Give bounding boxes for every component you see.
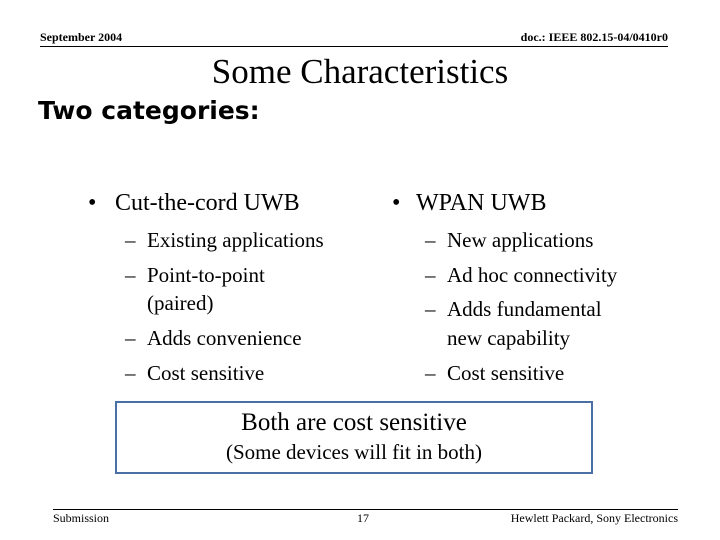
dash-icon: – <box>125 326 136 350</box>
slide-title: Some Characteristics <box>211 52 509 91</box>
right-item: new capability <box>447 326 571 350</box>
dash-icon: – <box>425 228 436 252</box>
left-item: Existing applications <box>147 228 324 252</box>
header-doc-id: doc.: IEEE 802.15-04/0410r0 <box>520 30 668 44</box>
slide-subtitle: Two categories: <box>38 96 260 125</box>
header-date: September 2004 <box>40 30 123 44</box>
dash-icon: – <box>425 263 436 287</box>
bullet-icon: • <box>88 190 97 216</box>
footer-rule <box>53 509 678 510</box>
right-item: New applications <box>447 228 594 252</box>
left-item: Adds convenience <box>147 326 302 350</box>
left-item: Point-to-point <box>147 263 265 287</box>
footer-authors: Hewlett Packard, Sony Electronics <box>510 511 678 525</box>
page-number: 17 <box>357 511 369 525</box>
callout-line2: (Some devices will fit in both) <box>225 440 483 464</box>
footer-submission: Submission <box>53 511 110 525</box>
bullet-icon: • <box>392 190 401 216</box>
callout-box <box>115 401 593 474</box>
left-item: (paired) <box>147 291 214 315</box>
header-rule <box>40 46 668 47</box>
dash-icon: – <box>425 297 436 321</box>
dash-icon: – <box>125 361 136 385</box>
right-item: Adds fundamental <box>447 297 602 321</box>
right-bullet: WPAN UWB <box>416 190 547 216</box>
dash-icon: – <box>425 361 436 385</box>
callout-line1: Both are cost sensitive <box>241 409 467 436</box>
right-item: Cost sensitive <box>447 361 565 385</box>
left-item: Cost sensitive <box>147 361 265 385</box>
dash-icon: – <box>125 228 136 252</box>
right-item: Ad hoc connectivity <box>447 263 618 287</box>
dash-icon: – <box>125 263 136 287</box>
left-bullet: Cut-the-cord UWB <box>115 190 300 216</box>
